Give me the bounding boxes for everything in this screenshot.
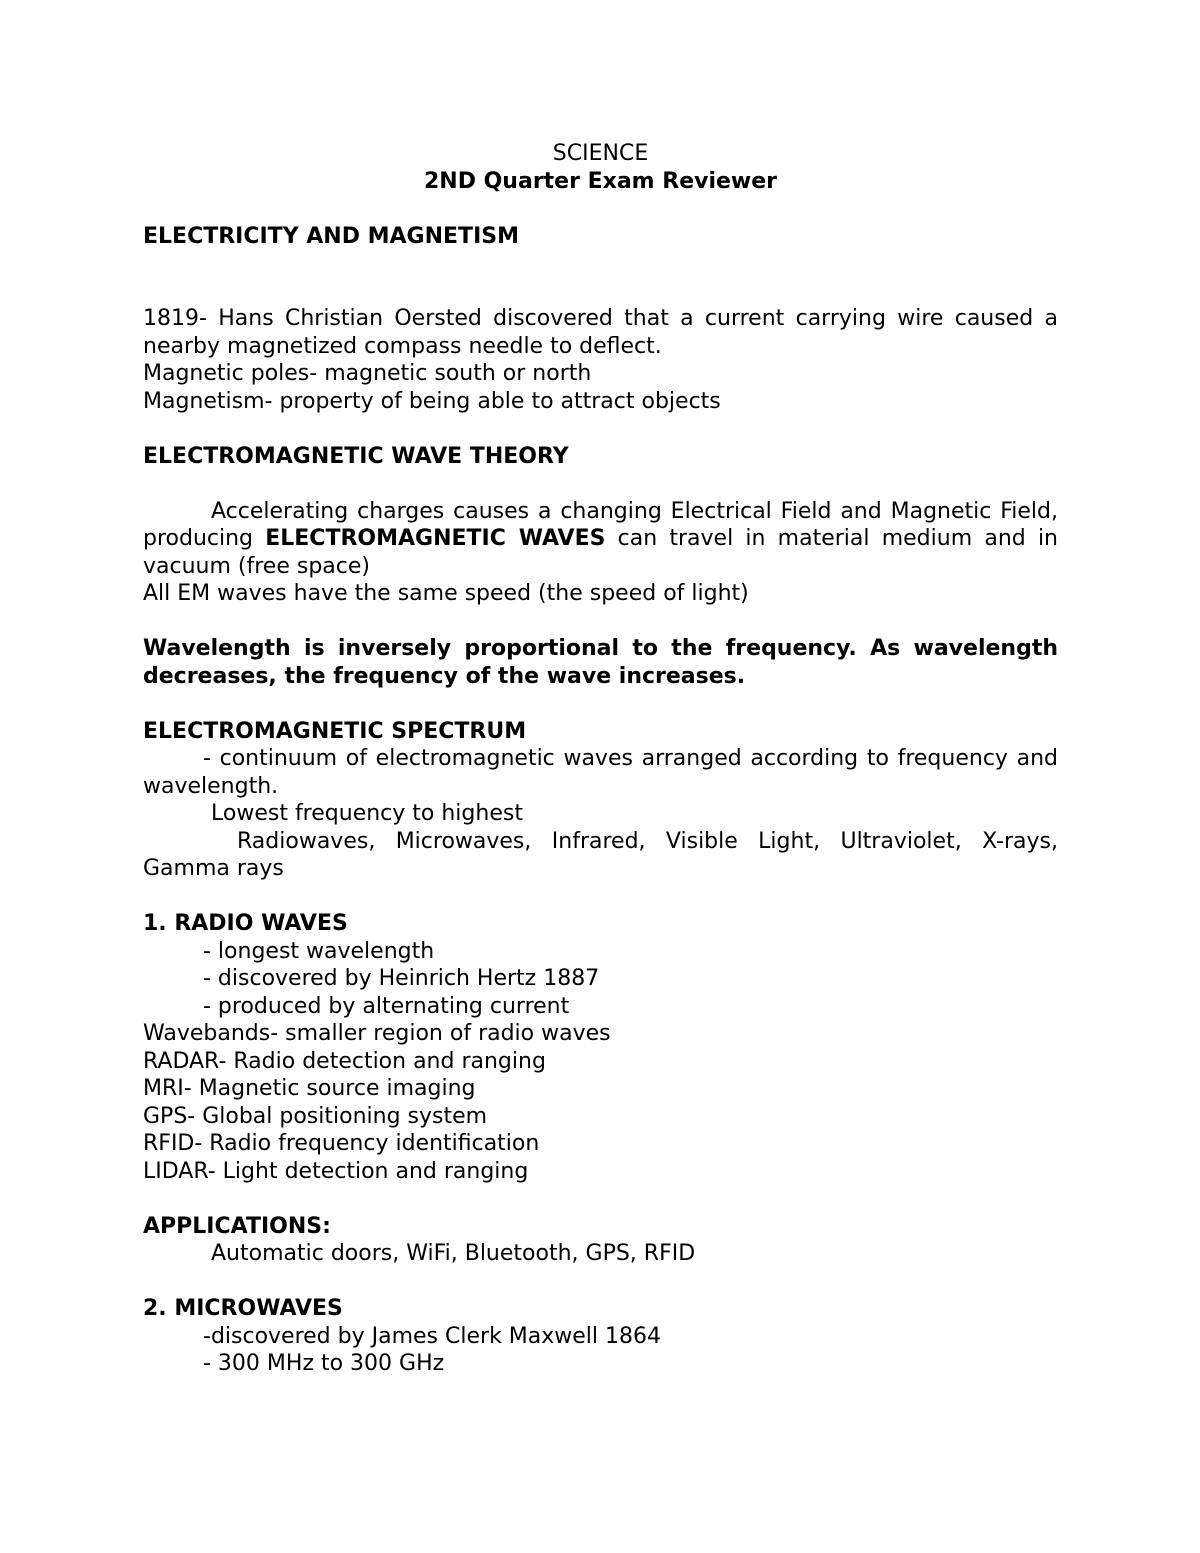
applications-list: Automatic doors, WiFi, Bluetooth, GPS, RFID (211, 1241, 696, 1266)
microwave-bullet: -discovered by James Clerk Maxwell 1864 (203, 1323, 662, 1349)
oersted-paragraph: 1819- Hans Christian Oersted discovered that a current carrying wire caused a nearby magnetized compass needle to deflect. (143, 306, 1058, 359)
radio-term: MRI- Magnetic source imaging (143, 1076, 476, 1101)
em-speed-line: All EM waves have the same speed (the speed of light) (143, 581, 749, 606)
radio-term: RADAR- Radio detection and ranging (143, 1048, 546, 1074)
em-wave-paragraph: Accelerating charges causes a changing Electrical Field and Magnetic Field, producing ELECTROMAGNETIC WAVES can travel in material medium and in vacuum (free space) (143, 498, 1058, 579)
spectrum-order-list: Radiowaves, Microwaves, Infrared, Visible Light, Ultraviolet, X-rays, Gamma rays (143, 828, 1058, 881)
document-page (143, 140, 1058, 1378)
section-heading-radio-waves: 1. RADIO WAVES (143, 911, 348, 936)
spectrum-order-label: Lowest frequency to highest (211, 801, 523, 826)
magnetism-line: Magnetism- property of being able to attract objects (143, 388, 721, 414)
radio-term: LIDAR- Light detection and ranging (143, 1158, 529, 1184)
section-heading-electricity: ELECTRICITY AND MAGNETISM (143, 223, 519, 249)
radio-term: Wavebands- smaller region of radio waves (143, 1021, 611, 1046)
section-heading-em-spectrum: ELECTROMAGNETIC SPECTRUM (143, 718, 527, 744)
radio-term: RFID- Radio frequency identification (143, 1131, 540, 1156)
microwave-bullet: - 300 MHz to 300 GHz (203, 1351, 445, 1376)
wavelength-key-fact: Wavelength is inversely proportional to the frequency. As wavelength decreases, the frequency of the wave increases. (143, 636, 1058, 689)
radio-bullet: - longest wavelength (203, 938, 435, 964)
doc-title: SCIENCE (552, 141, 649, 166)
em-waves-term: ELECTROMAGNETIC WAVES (265, 526, 606, 551)
section-heading-em-wave-theory: ELECTROMAGNETIC WAVE THEORY (143, 443, 569, 469)
section-heading-applications: APPLICATIONS: (143, 1213, 331, 1239)
radio-bullet: - produced by alternating current (203, 993, 570, 1019)
radio-bullet: - discovered by Heinrich Hertz 1887 (203, 966, 600, 991)
section-heading-microwaves: 2. MICROWAVES (143, 1296, 343, 1321)
radio-term: GPS- Global positioning system (143, 1103, 488, 1129)
spectrum-definition: - continuum of electromagnetic waves arranged according to frequency and wavelength. (143, 746, 1058, 799)
doc-subtitle: 2ND Quarter Exam Reviewer (423, 168, 778, 194)
magnetic-poles-line: Magnetic poles- magnetic south or north (143, 361, 592, 386)
